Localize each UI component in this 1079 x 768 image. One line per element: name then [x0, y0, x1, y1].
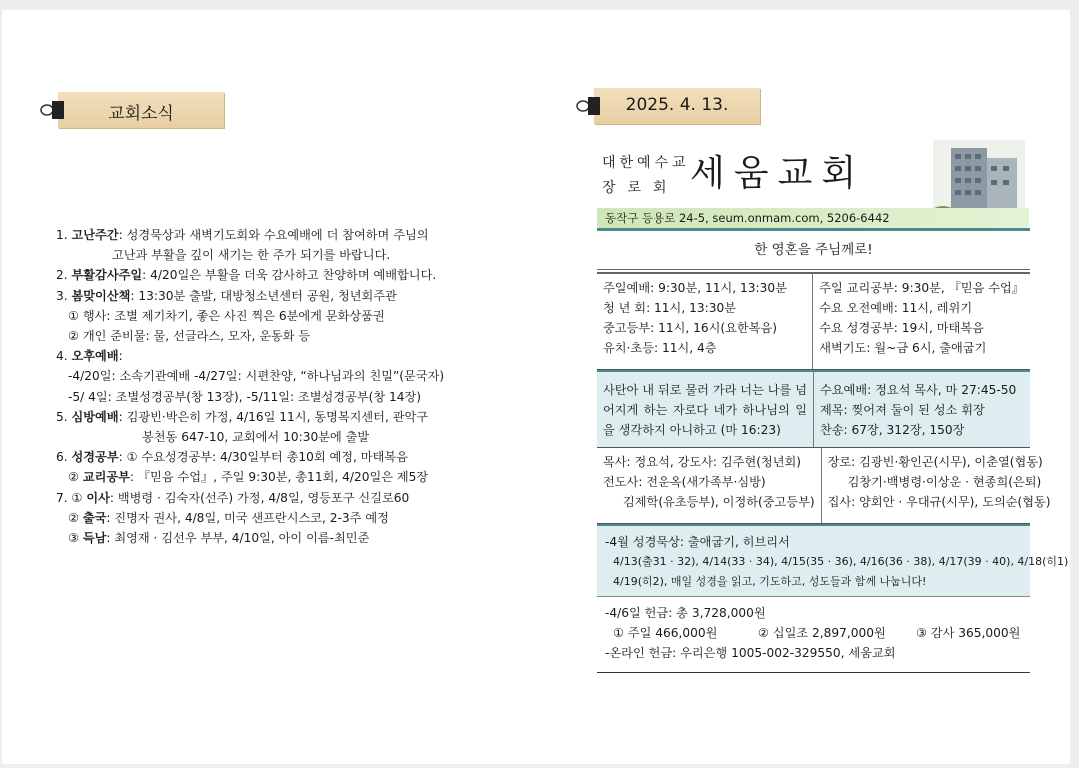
staff-right-line: 장로: 김광빈·황인곤(시무), 이춘열(협동) [827, 455, 1043, 469]
news-item-post: -5/ 4일: 조별성경공부(창 13장), -5/11일: 조별성경공부(창 14장) [68, 389, 422, 404]
news-tab [58, 92, 224, 128]
staff-left-line: 전도사: 전운옥(새가족부·심방) [603, 475, 766, 489]
news-item [56, 326, 496, 346]
wednesday-service [813, 372, 1030, 447]
staff-right-line: 김창기·백병령·이상운 · 현종희(은퇴) [847, 475, 1042, 489]
offering-total: -4/6일 헌금: 총 3,728,000원 [605, 606, 766, 620]
news-item-post: : 성경묵상과 새벽기도회와 수요예배에 더 참여하며 주님의 [118, 228, 429, 242]
worship-left-line: 중고등부: 11시, 16시(요한복음) [603, 321, 777, 335]
staff-left [597, 448, 821, 523]
news-item-post: 행사: 조별 제기차기, 좋은 사진 찍은 6분에게 문화상품권 [82, 308, 385, 323]
church-header [597, 140, 1029, 228]
news-item-post: : 진명자 권사, 4/8일, 미국 샌프란시스코, 2-3주 예정 [106, 510, 389, 525]
news-item [56, 508, 496, 528]
wed-service-line: 제목: 찢어져 둘이 된 성소 휘장 [820, 403, 985, 417]
news-item-post: : 13:30분 출발, 대방청소년센터 공원, 청년회주관 [130, 288, 397, 303]
news-item-pre: ② [68, 510, 83, 525]
news-item-post: 고난과 부활을 깊이 새기는 한 주가 되기를 바랍니다. [112, 248, 391, 263]
news-item-pre: 2. [56, 268, 72, 283]
news-item-b: 봄맞이산책 [71, 288, 131, 303]
news-item-post: : 백병령 · 김숙자(선주) 가정, 4/8일, 영등포구 신길로60 [109, 490, 410, 505]
worship-schedule-left [597, 274, 812, 369]
news-item-pre: 4. [56, 349, 72, 364]
meditation-title: -4월 성경묵상: 출애굽기, 히브리서 [605, 535, 790, 549]
news-item [56, 407, 496, 427]
staff-right-line: 집사: 양회안 · 우대규(시무), 도의순(협동) [827, 495, 1051, 509]
bible-verse: 사탄아 내 뒤로 물러 가라 너는 나를 넘어지게 하는 자로다 네가 하나님의 일을 생각하지 아니하고 (마 16:23) [603, 383, 807, 437]
news-item-post: 봉천동 647-10, 교회에서 10:30분에 출발 [142, 430, 370, 445]
news-item-post: : 김광빈·박은히 가정, 4/16일 11시, 동명복지센터, 관악구 [118, 409, 429, 424]
news-item [56, 225, 496, 245]
worship-schedule-right [812, 274, 1030, 369]
bulletin-date: 2025. 4. 13. [625, 95, 729, 115]
offering-tithe: ② 십일조 2,897,000원 [758, 626, 886, 640]
news-item-pre: 7. ① [56, 490, 87, 505]
news-item-pre: ① [68, 308, 83, 323]
offering-info [597, 596, 1030, 673]
wed-service-line: 수요예배: 정요석 목사, 마 27:45-50 [820, 383, 1017, 397]
news-item [56, 286, 496, 306]
worship-left-line: 주일예배: 9:30분, 11시, 13:30분 [603, 281, 787, 295]
news-item-post: : ① 수요성경공부: 4/30일부터 총10회 예정, 마태복음 [118, 450, 408, 465]
worship-schedule [597, 272, 1030, 370]
staff-list [597, 448, 1051, 524]
news-item [56, 306, 496, 326]
sermon-box [597, 370, 1030, 448]
bible-meditation [597, 524, 1069, 596]
worship-right-line: 주일 교리공부: 9:30분, 『믿음 수업』 [819, 281, 1024, 295]
worship-right-line: 수요 오전예배: 11시, 레위기 [819, 301, 973, 315]
news-item-post: : [118, 349, 123, 364]
church-address: 동작구 등용로 24-5, seum.onmam.com, 5206-6442 [597, 208, 1029, 228]
worship-left-line: 청 년 회: 11시, 13:30분 [603, 301, 736, 315]
news-item-b: 득남 [82, 531, 107, 546]
worship-right-line: 수요 성경공부: 19시, 마태복음 [819, 321, 984, 335]
staff-right [821, 448, 1057, 523]
news-item-post: 개인 준비물: 물, 선글라스, 모자, 운동화 등 [82, 329, 311, 344]
worship-right-line: 새벽기도: 월~금 6시, 출애굽기 [819, 341, 987, 355]
news-item-pre: ② [68, 329, 83, 344]
news-item-post: : 최영재 · 김선우 부부, 4/10일, 아이 이름-최민준 [106, 531, 370, 546]
staff-left-line: 목사: 정요석, 강도사: 김주현(청년회) [603, 455, 802, 469]
worship-left-line: 유치·초등: 11시, 4층 [603, 341, 717, 355]
news-item-b: 심방예배 [71, 409, 119, 424]
denomination-line-1: 대한예수교 [602, 155, 690, 171]
news-item-pre: 6. [56, 450, 72, 465]
wed-service-line: 찬송: 67장, 312장, 150장 [820, 423, 965, 437]
news-item [56, 265, 496, 285]
news-item [56, 488, 496, 508]
news-item [56, 387, 496, 407]
news-item [56, 447, 496, 467]
offering-sunday: ① 주일 466,000원 [613, 626, 718, 640]
news-item-pre: 5. [56, 409, 72, 424]
news-item [56, 528, 496, 548]
news-item-b: 고난주간 [71, 228, 119, 242]
news-item-pre: ③ [68, 531, 83, 546]
online-offering: -온라인 헌금: 우리은행 1005-002-329550, 세움교회 [605, 646, 896, 660]
news-item [56, 467, 496, 487]
news-list [56, 225, 496, 548]
news-item-b: 이사 [86, 490, 110, 505]
news-title: 교회소식 [108, 104, 174, 124]
date-tab [594, 88, 760, 124]
church-name: 세움교회 [690, 153, 866, 194]
news-item-pre: 3. [56, 288, 72, 303]
news-item-b: 출국 [82, 510, 107, 525]
meditation-schedule-2: 4/19(히2), 매일 성경을 읽고, 기도하고, 성도들과 함께 나눕니다! [613, 575, 927, 588]
news-item-b: 교리공부 [82, 470, 130, 485]
news-item-post: : 『믿음 수업』, 주일 9:30분, 총11회, 4/20일은 제5장 [129, 470, 429, 485]
news-item-pre: ② [68, 470, 83, 485]
news-item-b: 부활감사주일 [71, 268, 143, 283]
news-item-b: 성경공부 [71, 450, 119, 465]
church-motto: 한 영혼을 주님께로! [597, 228, 1030, 270]
news-item [56, 245, 496, 265]
news-item [56, 366, 496, 386]
news-item-post: : 4/20일은 부활을 더욱 감사하고 찬양하며 예배합니다. [142, 268, 437, 283]
news-item [56, 427, 496, 447]
news-item [56, 346, 496, 366]
news-item-post: -4/20일: 소속기관예배 -4/27일: 시편찬양, “하나님과의 친밀”(문국자) [68, 369, 445, 384]
staff-left-line: 김제학(유초등부), 이정하(중고등부) [623, 495, 815, 509]
meditation-schedule-1: 4/13(출31 · 32), 4/14(33 · 34), 4/15(35 · 36), 4/16(36 · 38), 4/17(39 · 40), 4/18(히1) [613, 555, 1069, 568]
denomination-line-2: 장로회 [602, 180, 679, 196]
news-item-b: 오후예배 [71, 349, 119, 364]
news-item-pre: 1. [56, 228, 72, 242]
offering-thanks: ③ 감사 365,000원 [916, 626, 1021, 640]
